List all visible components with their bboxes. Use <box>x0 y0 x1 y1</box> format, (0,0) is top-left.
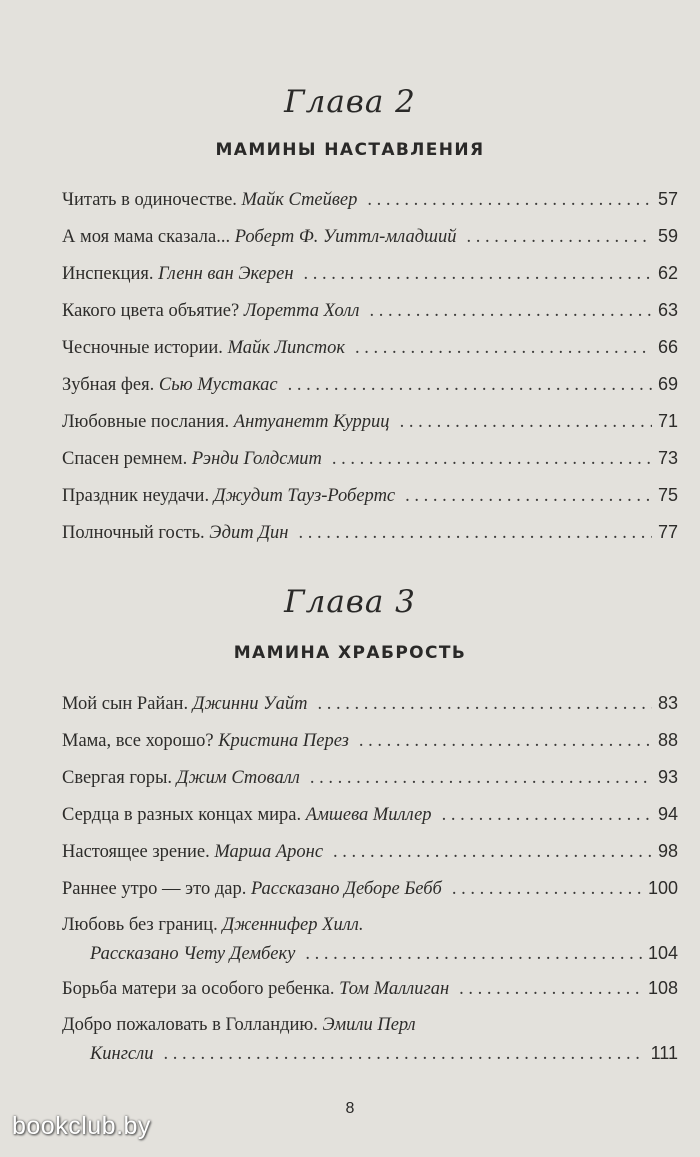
entry-title: Сердца в разных концах мира. <box>62 805 302 825</box>
entry-author-continued: Рассказано Чету Дембеку <box>90 944 296 964</box>
leader-dots <box>452 878 642 900</box>
toc-entry[interactable] <box>62 373 678 396</box>
toc-entry[interactable] <box>62 914 678 965</box>
entry-page-number: 75 <box>657 485 678 505</box>
entry-title: Настоящее зрение. <box>62 842 210 862</box>
entry-title: Мой сын Райан. <box>62 694 189 714</box>
entry-author: Амшева Миллер <box>305 805 432 825</box>
toc-entry[interactable] <box>62 447 678 470</box>
entry-author: Антуанетт Курриц <box>233 412 390 432</box>
leader-dots <box>359 730 652 752</box>
leader-dots <box>305 943 642 965</box>
chapter-3-heading: Глава 3 <box>284 584 416 620</box>
entry-page-number: 66 <box>657 337 678 357</box>
entry-author: Майк Липсток <box>227 338 345 358</box>
leader-dots <box>400 411 652 433</box>
toc-entry[interactable] <box>62 1014 678 1065</box>
toc-entry[interactable] <box>62 840 678 863</box>
entry-author: Джудит Тауз-Робертс <box>213 486 396 506</box>
entry-page-number: 71 <box>657 411 678 431</box>
entry-title: Любовь без границ. <box>62 915 218 935</box>
entry-title: Спасен ремнем. <box>62 449 188 469</box>
toc-entry[interactable] <box>62 336 678 359</box>
entry-page-number: 63 <box>657 300 678 320</box>
leader-dots <box>332 448 652 470</box>
entry-page-number: 77 <box>657 522 678 542</box>
toc-entry[interactable] <box>62 729 678 752</box>
entry-author: Гленн ван Экерен <box>158 264 294 284</box>
entry-title: Чесночные истории. <box>62 338 223 358</box>
entry-page-number: 73 <box>657 448 678 468</box>
entry-page-number: 100 <box>647 878 678 898</box>
entry-page-number: 98 <box>657 841 678 861</box>
entry-author: Марша Аронс <box>214 842 324 862</box>
entry-author: Дженнифер Хилл. <box>222 915 364 935</box>
entry-title: Раннее утро — это дар. <box>62 879 247 899</box>
leader-dots <box>298 522 652 544</box>
leader-dots <box>317 693 651 715</box>
entry-page-number: 94 <box>657 804 678 824</box>
leader-dots <box>310 767 652 789</box>
entry-author: Майк Стейвер <box>241 190 358 210</box>
entry-title: Полночный гость. <box>62 523 205 543</box>
entry-page-number: 111 <box>650 1043 678 1063</box>
leader-dots <box>355 337 652 359</box>
toc-entry[interactable] <box>62 484 678 507</box>
leader-dots <box>459 978 642 1000</box>
entry-author: Эдит Дин <box>209 523 289 543</box>
toc-entry[interactable] <box>62 803 678 826</box>
toc-entry[interactable] <box>62 410 678 433</box>
leader-dots <box>369 300 651 322</box>
entry-page-number: 104 <box>647 943 678 963</box>
entry-title: Борьба матери за особого ребенка. <box>62 979 335 999</box>
leader-dots <box>442 804 652 826</box>
entry-title: А моя мама сказала... <box>62 227 231 247</box>
toc-entry[interactable] <box>62 692 678 715</box>
toc-entry[interactable] <box>62 877 678 900</box>
entry-title: Зубная фея. <box>62 375 155 395</box>
leader-dots <box>163 1043 644 1065</box>
entry-title: Мама, все хорошо? <box>62 731 214 751</box>
toc-entry[interactable] <box>62 521 678 544</box>
entry-author: Сью Мустакас <box>158 375 278 395</box>
watermark: bookclub.by <box>12 1112 151 1140</box>
entry-title: Праздник неудачи. <box>62 486 210 506</box>
entry-page-number: 83 <box>657 693 678 713</box>
toc-entry[interactable] <box>62 225 678 248</box>
entry-title: Какого цвета объятие? <box>62 301 240 321</box>
entry-author: Лоретта Холл <box>243 301 360 321</box>
entry-author: Рассказано Деборе Бебб <box>250 879 442 899</box>
toc-entry[interactable] <box>62 188 678 211</box>
chapter-2-title: МАМИНЫ НАСТАВЛЕНИЯ <box>215 140 485 160</box>
entry-author: Кристина Перез <box>218 731 349 751</box>
toc-entry[interactable] <box>62 299 678 322</box>
entry-title: Инспекция. <box>62 264 154 284</box>
chapter-3-title: МАМИНА ХРАБРОСТЬ <box>233 643 467 663</box>
toc-entry[interactable] <box>62 977 678 1000</box>
entry-page-number: 88 <box>657 730 678 750</box>
entry-title: Свергая горы. <box>62 768 173 788</box>
leader-dots <box>467 226 652 248</box>
entry-title: Читать в одиночестве. <box>62 190 237 210</box>
leader-dots <box>304 263 652 285</box>
leader-dots <box>333 841 652 863</box>
leader-dots <box>405 485 652 507</box>
entry-author: Том Маллиган <box>339 979 450 999</box>
entry-page-number: 57 <box>657 189 678 209</box>
entry-page-number: 108 <box>647 978 678 998</box>
entry-author: Джинни Уайт <box>192 694 308 714</box>
entry-page-number: 62 <box>657 263 678 283</box>
entry-author-continued: Кингсли <box>90 1044 154 1064</box>
entry-author: Джим Стовалл <box>176 768 300 788</box>
leader-dots <box>288 374 652 396</box>
entry-author: Эмили Перл <box>322 1015 416 1035</box>
entry-title: Добро пожаловать в Голландию. <box>62 1015 318 1035</box>
entry-author: Роберт Ф. Уиттл-младший <box>234 227 457 247</box>
toc-entry[interactable] <box>62 766 678 789</box>
toc-entry[interactable] <box>62 262 678 285</box>
page-number: 8 <box>345 1100 355 1117</box>
entry-author: Рэнди Голдсмит <box>191 449 322 469</box>
entry-page-number: 69 <box>657 374 678 394</box>
entry-title: Любовные послания. <box>62 412 230 432</box>
leader-dots <box>367 189 652 211</box>
entry-page-number: 59 <box>657 226 678 246</box>
entry-page-number: 93 <box>657 767 678 787</box>
chapter-2-heading: Глава 2 <box>284 84 416 120</box>
